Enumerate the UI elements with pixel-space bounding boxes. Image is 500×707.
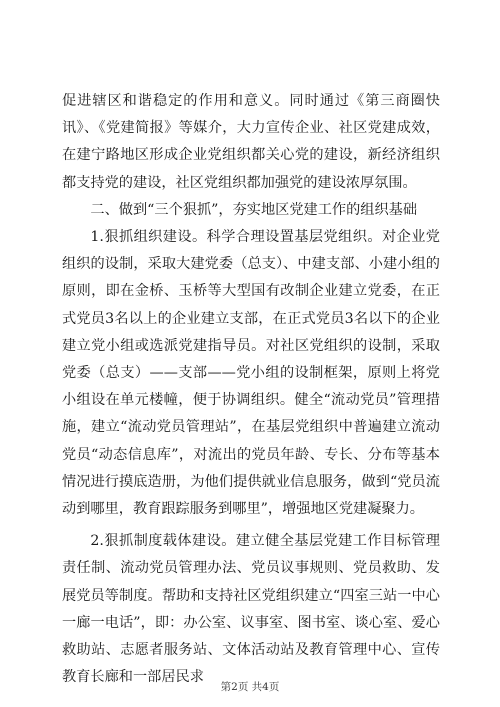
paragraph-organization: 1.狠抓组织建设。科学合理设置基层党组织。对企业党组织的设制，采取大建党委（总支）、中建支部、小建小组的原则，即在金桥、玉桥等大型国有改制企业建立党委，在正式党员3名以上的企业建立支部，在正式党员3名以下的企业建立党小组或选派党建指导员。对社区党组织的设制，采取党委（总支）——支部——党小组的设制框架，原则上将党小组设在单元楼幢，便于协调组织。健全“流动党员”管理措施，建立“流动党员管理站”，在基层党组织中普遍建立流动党员“动态信息库”，对流出的党员年龄、专长、分布等基本情况进行摸底造册，为他们提供就业信息服务，做到“党员流动到哪里，教育跟踪服务到哪里”，增强地区党建凝聚力。 — [62, 229, 440, 518]
paragraph-intro: 促进辖区和谐稳定的作用和意义。同时通过《第三商圈快讯》、《党建简报》等媒介，大力宣传企业、社区党建成效，在建宁路地区形成企业党组织都关心党的建设，新经济组织都支持党的建设，社区党组织都加强党的建设浓厚氛围。 — [62, 93, 440, 191]
section-heading: 二、做到“三个狠抓”，夯实地区党建工作的组织基础 — [90, 201, 418, 218]
paragraph-system: 2.狠抓制度载体建设。建立健全基层党建工作目标管理责任制、流动党员管理办法、党员议事规则、党员救助、发展党员等制度。帮助和支持社区党组织建立“四室三站一中心一廊一电话”，即：办公室、议事室、图书室、谈心室、爱心救助站、志愿者服务站、文体活动站及教育管理中心、宣传教育长廊和一部居民求 — [62, 533, 440, 686]
document-body — [62, 88, 440, 691]
page-footer: 第2页 共4页 — [220, 681, 280, 693]
